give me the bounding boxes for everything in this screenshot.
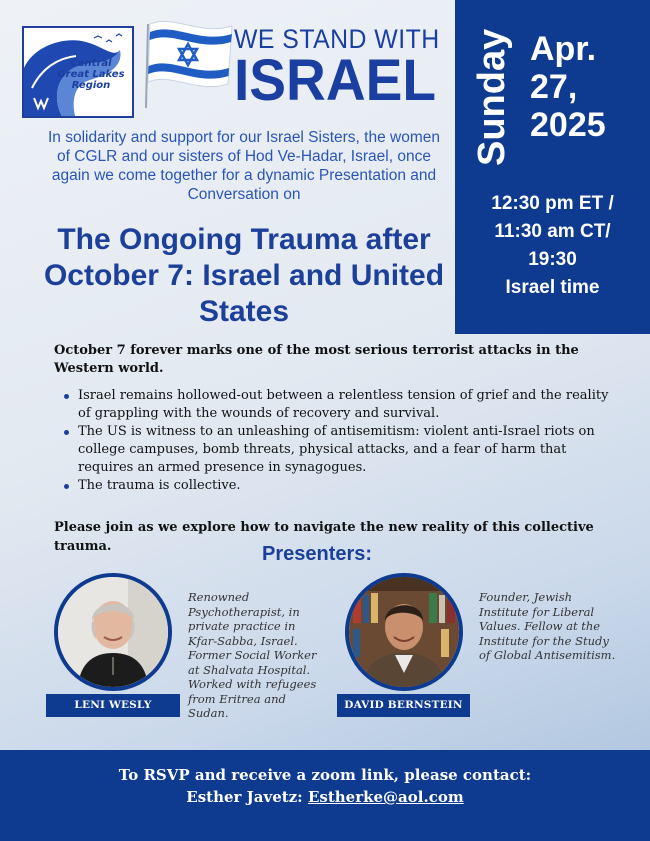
cglr-logo <box>22 26 134 118</box>
rsvp-footer <box>0 750 650 841</box>
event-time <box>465 190 640 302</box>
bullet-list <box>78 387 618 495</box>
presenters-heading: Presenters: <box>262 543 373 565</box>
presenter-photo-leni <box>54 573 172 691</box>
date-panel <box>455 0 650 334</box>
bullet-icon <box>64 484 69 489</box>
event-date: Apr. 27, 2025 <box>530 30 606 144</box>
header-line2: ISRAEL <box>234 48 437 113</box>
time-line: 12:30 pm ET / <box>491 193 614 214</box>
logo-text: Central Great Lakes Region <box>57 58 125 91</box>
rsvp-line: To RSVP and receive a zoom link, please contact: <box>118 766 532 784</box>
presenter-bio-david: Founder, Jewish Institute for Liberal Values. Fellow at the Institute for the Study of Global Antisemitism. <box>479 590 616 662</box>
join-paragraph: Please join as we explore how to navigate the new reality of this collective trauma. <box>54 520 594 554</box>
israel-flag-icon <box>144 14 236 110</box>
intro-text: In solidarity and support for our Israel Sisters, the women of CGLR and our sisters of Hod Ve-Hadar, Israel, once again we come together for a dynamic Presentation and Conversation on <box>48 129 440 203</box>
time-line: Israel time <box>505 277 600 298</box>
bullet-text: The US is witness to an unleashing of antisemitism: violent anti-Israel riots on college campuses, bomb threats, physical attacks, and a fear of harm that requires an armed presence in synagogues. <box>78 424 595 475</box>
bullet-icon <box>64 394 69 399</box>
time-line: 11:30 am CT/ <box>494 221 611 242</box>
event-day: Sunday <box>471 28 513 166</box>
list-item <box>78 423 618 477</box>
list-item <box>78 477 618 495</box>
bullet-text: Israel remains hollowed-out between a relentless tension of grief and the reality of grappling with the wounds of recovery and survival. <box>78 388 609 421</box>
presenter-bio-leni: Renowned Psychotherapist, in private practice in Kfar-Sabba, Israel. Former Social Worker at Shalvata Hospital. Worked with refugees from Eritrea and Sudan. <box>188 590 317 720</box>
presenter-name-leni: LENI WESLY <box>46 694 180 717</box>
lead-paragraph: October 7 forever marks one of the most serious terrorist attacks in the Western world. <box>54 343 579 376</box>
contact-email-link[interactable]: Estherke@aol.com <box>307 788 464 806</box>
header-line1: WE STAND WITH <box>234 24 440 54</box>
list-item <box>78 387 618 423</box>
bullet-icon <box>64 430 69 435</box>
presenter-photo-david <box>345 573 463 691</box>
contact-prefix: Esther Javetz: <box>186 788 308 806</box>
time-line: 19:30 <box>528 249 577 270</box>
bullet-text: The trauma is collective. <box>78 478 241 493</box>
presenter-name-david: DAVID BERNSTEIN <box>337 694 470 717</box>
event-title: The Ongoing Trauma after October 7: Israel and United States <box>43 223 445 328</box>
contact-line <box>0 786 650 808</box>
